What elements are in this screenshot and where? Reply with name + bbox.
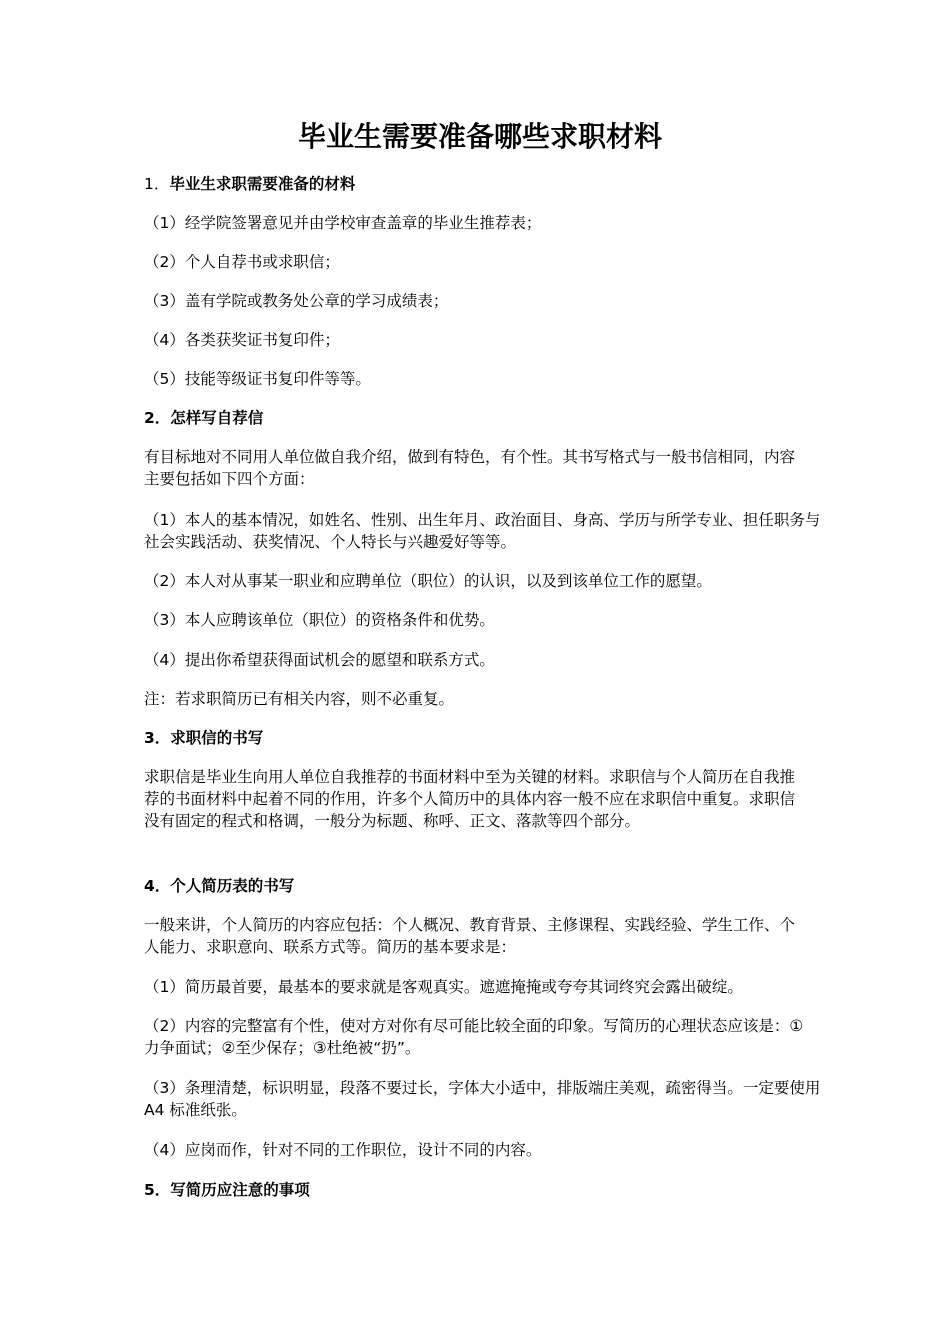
paragraph: （4）提出你希望获得面试机会的愿望和联系方式。 (144, 651, 495, 669)
paragraph: （1）经学院签署意见并由学校审查盖章的毕业生推荐表； (144, 214, 542, 232)
section-number: 1． (144, 175, 170, 193)
paragraph: 一般来讲，个人简历的内容应包括：个人概况、教育背景、主修课程、实践经验、学生工作、个人能力、求职意向、联系方式等。简历的基本要求是： (144, 916, 796, 956)
paragraph: （4）各类获奖证书复印件； (144, 331, 340, 349)
section-number: 2． (144, 409, 171, 427)
section-number: 4． (144, 877, 171, 895)
section-number: 3． (144, 729, 171, 747)
paragraph: 有目标地对不同用人单位做自我介绍，做到有特色，有个性。其书写格式与一般书信相同，内容主要包括如下四个方面： (144, 448, 796, 488)
section-heading-3 (144, 727, 824, 749)
section-heading-4 (144, 875, 824, 897)
section-title: 毕业生求职需要准备的材料 (169, 175, 356, 193)
paragraph: （2）内容的完整富有个性，使对方对你有尽可能比较全面的印象。写简历的心理状态应该是：①力争面试；②至少保存；③杜绝被“扔”。 (144, 1017, 804, 1057)
paragraph: （3）条理清楚，标识明显，段落不要过长，字体大小适中，排版端庄美观，疏密得当。一定要使用A4 标准纸张。 (144, 1079, 821, 1119)
paragraph: （2）个人自荐书或求职信； (144, 253, 340, 271)
paragraph: （5）技能等级证书复印件等等。 (144, 370, 371, 388)
paragraph: （1）本人的基本情况，如姓名、性别、出生年月、政治面目、身高、学历与所学专业、担任职务与社会实践活动、获奖情况、个人特长与兴趣爱好等等。 (144, 511, 821, 551)
paragraph: （3）盖有学院或教务处公章的学习成绩表； (144, 292, 449, 310)
section-title: 怎样写自荐信 (170, 409, 264, 427)
section-heading-5 (144, 1179, 824, 1201)
paragraph: （4）应岗而作，针对不同的工作职位，设计不同的内容。 (144, 1141, 542, 1159)
paragraph: 求职信是毕业生向用人单位自我推荐的书面材料中至为关键的材料。求职信与个人简历在自我推荐的书面材料中起着不同的作用，许多个人简历中的具体内容一般不应在求职信中重复。求职信没有固定的程式和格调，一般分为标题、称呼、正文、落款等四个部分。 (144, 768, 796, 830)
paragraph: （3）本人应聘该单位（职位）的资格条件和优势。 (144, 611, 495, 629)
section-number: 5． (144, 1181, 171, 1199)
paragraph: （1）简历最首要，最基本的要求就是客观真实。遮遮掩掩或夸夸其词终究会露出破绽。 (144, 978, 743, 996)
paragraph: （2）本人对从事某一职业和应聘单位（职位）的认识，以及到该单位工作的愿望。 (144, 572, 712, 590)
section-heading-1 (144, 173, 824, 195)
section-heading-2 (144, 407, 824, 429)
paragraph: 注：若求职简历已有相关内容，则不必重复。 (144, 690, 455, 708)
section-title: 个人简历表的书写 (170, 877, 295, 895)
document-title: 毕业生需要准备哪些求职材料 (297, 120, 662, 153)
section-title: 求职信的书写 (170, 729, 264, 747)
section-title: 写简历应注意的事项 (170, 1181, 310, 1199)
